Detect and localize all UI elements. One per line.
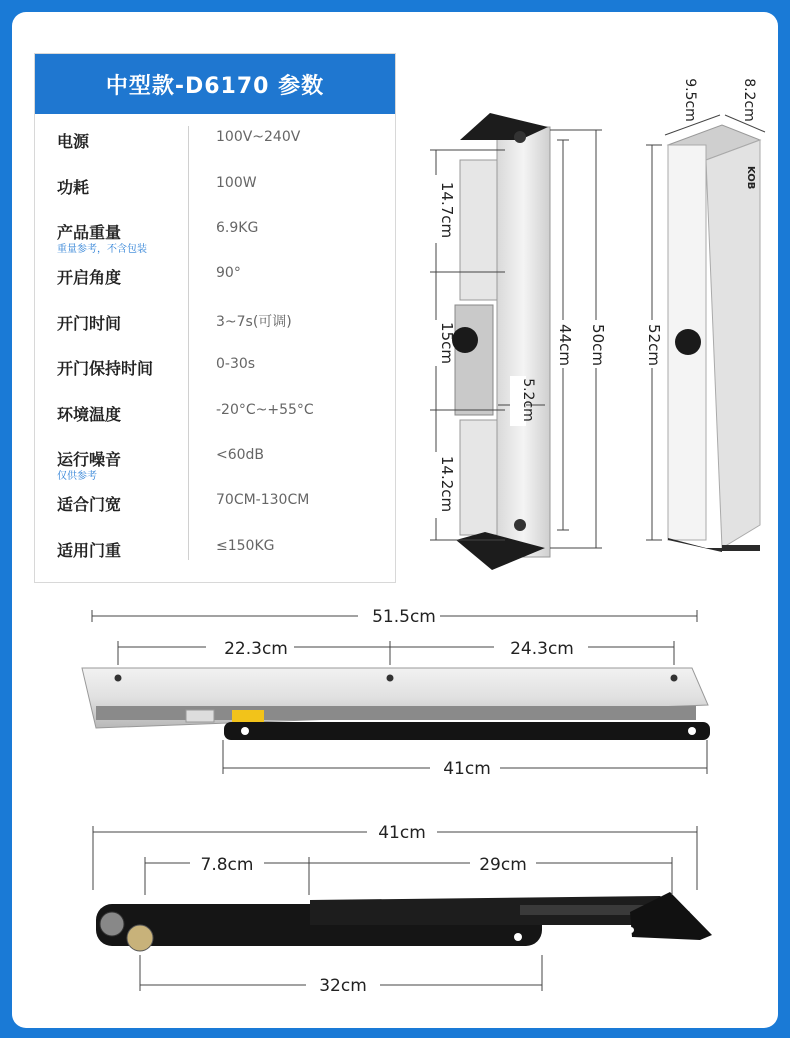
spec-label: 运行噪音 xyxy=(57,450,122,469)
dim-side-height: 52cm xyxy=(645,324,663,366)
spec-label: 功耗 xyxy=(57,178,90,197)
spec-label: 适合门宽 xyxy=(57,495,122,514)
dim-body-right: 24.3cm xyxy=(510,639,574,659)
pivot-bolt xyxy=(127,925,153,951)
spec-note: 仅供参考 xyxy=(57,471,97,482)
spec-label: 环境温度 xyxy=(57,405,122,424)
dim-side-width: 8.2cm xyxy=(741,78,757,122)
spec-value: 90° xyxy=(216,265,241,281)
dim-front-inner: 44cm xyxy=(556,324,574,366)
spec-label: 产品重量 xyxy=(57,223,122,242)
spec-value: 100W xyxy=(216,175,257,191)
dim-front-mid: 15cm xyxy=(438,322,456,364)
spec-note: 重量参考，不含包装 xyxy=(57,244,147,255)
spec-value: 6.9KG xyxy=(216,220,259,236)
terminal-connector xyxy=(232,710,264,724)
spec-label: 适用门重 xyxy=(57,541,122,560)
spec-value: 100V~240V xyxy=(216,129,301,145)
dim-arm-under-body: 41cm xyxy=(443,759,491,779)
spec-value: 70CM-130CM xyxy=(216,492,310,508)
spec-value: ≤150KG xyxy=(216,538,275,554)
spec-label: 电源 xyxy=(57,132,90,151)
dim-front-small: 5.2cm xyxy=(520,378,536,422)
dim-front-bottom: 14.2cm xyxy=(438,455,456,513)
operator-body xyxy=(82,668,710,740)
brand-logo: KOB xyxy=(745,166,756,190)
spec-label: 开门保持时间 xyxy=(57,359,154,378)
dim-front-top: 14.7cm xyxy=(438,181,456,239)
dim-arm-bottom: 32cm xyxy=(319,976,367,996)
spec-title: 中型款-D6170 参数 xyxy=(35,54,395,114)
dim-side-depth: 9.5cm xyxy=(682,78,698,122)
dim-front-outer: 50cm xyxy=(589,324,607,366)
spec-value: 3~7s(可调) xyxy=(216,314,292,330)
spec-value: <60dB xyxy=(216,447,265,463)
dim-arm-right: 29cm xyxy=(479,855,527,875)
arm-under-body xyxy=(224,722,710,740)
spec-label: 开门时间 xyxy=(57,314,122,333)
spec-label: 开启角度 xyxy=(57,268,122,287)
side-motor-knob xyxy=(675,329,701,355)
front-view-unit xyxy=(452,113,550,570)
arm-assembly xyxy=(96,892,712,951)
spec-value: -20°C~+55°C xyxy=(216,402,314,418)
side-view-unit xyxy=(668,125,760,552)
dim-arm-total: 41cm xyxy=(378,823,426,843)
spec-value: 0-30s xyxy=(216,356,256,372)
dim-body-left: 22.3cm xyxy=(224,639,288,659)
dim-body-length: 51.5cm xyxy=(372,607,436,627)
dim-arm-left: 7.8cm xyxy=(200,855,254,875)
